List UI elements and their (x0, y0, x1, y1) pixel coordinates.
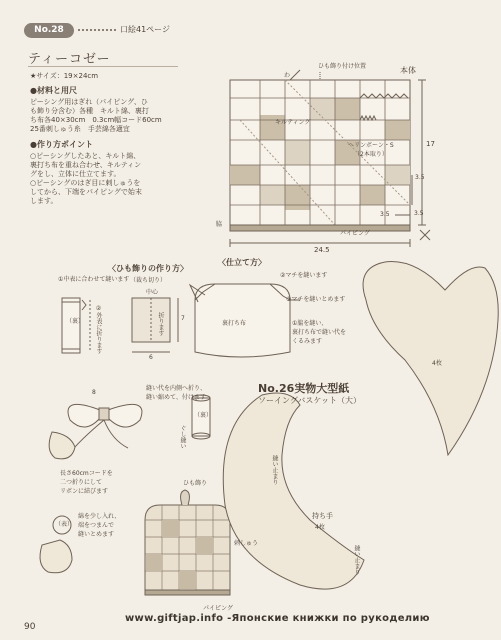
cord-label-1: 長さ60cmコードを (60, 470, 113, 477)
steps-line: します。 (30, 197, 58, 205)
sew-label-2: 端をつまんで (78, 522, 115, 529)
sew-label-3: 縫いとめます (78, 531, 115, 538)
ribbon-fold-label: 折ります (157, 312, 164, 336)
steps-line: ○ピーシングしたあと、キルト綿、 (30, 152, 141, 160)
bow-label-2: 縫い縮めて、付けます (146, 394, 206, 401)
steps-line: してから、下端をパイピングで始末 (30, 188, 142, 196)
lining-label: 裏打ち布 (222, 320, 247, 327)
side-label: 脇 (216, 221, 223, 228)
finish-section-heading: 〈仕立て方〉 (218, 258, 266, 267)
ribbon-cut-label: （裁ち切り） (130, 277, 167, 284)
bow-label-1: 縫い代を内側へ折り、 (146, 385, 207, 392)
ribbon-step1: ①中表に合わせて縫います (58, 276, 130, 283)
steps-line: ○ピーシングのはぎ目に刺しゅうを (30, 179, 141, 187)
heart-pattern (363, 262, 498, 455)
finish-step1b: 裏打ち布で縫い代を (292, 329, 347, 336)
page-number: 90 (24, 622, 36, 632)
page-title: ティーコゼー (28, 52, 111, 67)
heart-count-label: 4枚 (432, 360, 442, 367)
handle-tuck-label: 縫い止まり (353, 545, 360, 575)
ribbon-section-heading: 〈ひも飾りの作り方〉 (108, 264, 188, 273)
finished-embroidery-label: 刺しゅう (234, 540, 259, 547)
quilting-label: キルティング (275, 119, 311, 126)
handle-count-label: 4枚 (315, 524, 325, 531)
finish-step2: ②マチを縫います (280, 272, 328, 279)
dim-height: 17 (426, 140, 435, 148)
dim-width: 24.5 (314, 246, 330, 254)
finished-cozy-drawing (145, 490, 230, 595)
ribbon-dim-7: 7 (181, 315, 185, 322)
materials-line: 25番刺しゅう糸 手芸綿各適宜 (30, 125, 130, 133)
steps-line: 裏打ち布を重ね合わせ、キルティン (30, 161, 142, 169)
footer-url: www.giftjap.info -Японские книжки по рукоделию (125, 613, 430, 624)
page-reference: 口絵41ページ (120, 25, 171, 34)
finish-step1a: ①脇を縫い、 (292, 320, 328, 327)
materials-line: ち布各40×30cm 0.3cm幅コード60cm (30, 116, 162, 124)
pattern-subtitle: ソーイングバスケット（大） (258, 396, 361, 405)
bow-drawing (49, 404, 142, 458)
ribbon-step2: ②外表に折ります (95, 305, 102, 354)
patchwork-body-diagram (230, 70, 430, 247)
handle-tuck-label-2: 縫い止まり (271, 455, 278, 485)
ribbon-ura-label: （裏） (66, 318, 85, 325)
gather-ura-label: （裏） (194, 412, 213, 419)
pattern-number-badge: No.28 (24, 23, 74, 38)
wa-label: わ (284, 72, 291, 79)
cord-label-2: 二つ折りにして (60, 479, 103, 486)
materials-line: ピーシング用はぎれ（パイピング、ひ (30, 98, 148, 106)
dim-c: 3.5 (414, 210, 424, 217)
sew-label-1: 綿を少し入れ、 (78, 513, 121, 520)
dim-b: 3.5 (380, 211, 390, 218)
finish-step1c: くるみます (292, 338, 323, 345)
pouch-omote-label: （表） (55, 521, 74, 528)
ribbon-dim-8: 8 (92, 389, 96, 396)
ribbon-center-label: 中心 (146, 289, 159, 296)
herringbone-label-2: （2本取り） (354, 151, 388, 158)
steps-line: グをし、立体に仕立てます。 (30, 170, 121, 178)
stitch-label: ぐし縫い (179, 425, 186, 449)
finish-step3: ③マチを縫いとめます (286, 296, 346, 303)
dim-a: 3.5 (415, 174, 425, 181)
size-line: ★サイズ：19×24cm (30, 72, 99, 80)
finished-piping-label: パイピング (203, 605, 233, 612)
materials-heading: ●材料と用尺 (30, 86, 77, 95)
materials-line: も飾り分含む）各種 キルト綿、裏打 (30, 107, 149, 115)
cord-label-3: リボンに結びます (60, 488, 109, 495)
herringbone-label: ヘリンボーン・S (348, 142, 394, 149)
pattern-title: No.26実物大型紙 (258, 382, 350, 395)
steps-heading: ●作り方ポイント (30, 140, 93, 149)
ribbon-position-label: ひも飾り付け位置 (318, 63, 367, 70)
finished-ribbon-label: ひも飾り (183, 480, 208, 487)
piping-label: パイピング (340, 230, 370, 237)
handle-label: 持ち手 (312, 512, 333, 520)
handle-pattern (223, 393, 364, 589)
ribbon-dim-6: 6 (149, 354, 153, 361)
body-label: 本体 (400, 66, 416, 75)
